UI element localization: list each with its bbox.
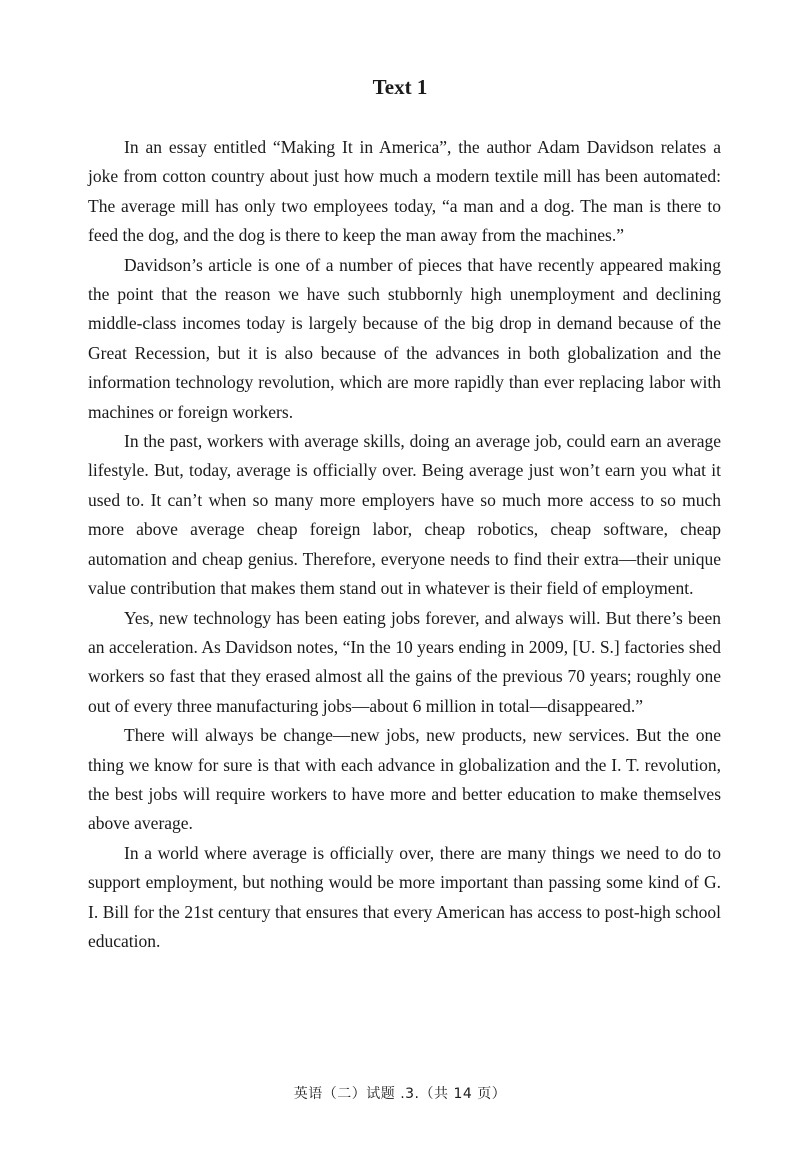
paragraph-6: In a world where average is officially over, there are many things we need to do to support employment, but nothing would be more important than passing some kind of G. I. Bill for the 21st century that ensures that every American has access to post-high school education. [88, 842, 721, 951]
paragraph-3: In the past, workers with average skills, doing an average job, could earn an average lifestyle. But, today, average is officially over. Being average just won’t earn you what it used to. It can’t when so many more employers have so much more access to so much more above average cheap foreign labor, cheap robotics, cheap software, cheap automation and cheap genius. Therefore, everyone needs to find their extra—their unique value contribution that makes them stand out in whatever is their field of employment. [88, 431, 721, 599]
paragraph-1: In an essay entitled “Making It in America”, the author Adam Davidson relates a joke from cotton country about just how much a modern textile mill has been automated: The average mill has only two employees today, “a man and a dog. The man is there to feed the dog, and the dog is there to keep the man away from the machines.” [88, 137, 721, 246]
page-footer: 英语（二）试题 .3.（共 14 页） [293, 1086, 507, 1102]
paragraph-2: Davidson’s article is one of a number of pieces that have recently appeared making the point that the reason we have such stubbornly high unemployment and declining middle-class incomes today is largely because of the big drop in demand because of the Great Recession, but it is also because of the advances in both globalization and the information technology revolution, which are more rapidly than ever replacing labor with machines or foreign workers. [88, 254, 721, 422]
passage-body [88, 133, 721, 956]
text-title: Text 1 [372, 75, 428, 99]
paragraph-5: There will always be change—new jobs, new products, new services. But the one thing we know for sure is that with each advance in globalization and the I. T. revolution, the best jobs will require workers to have more and better education to make themselves above average. [88, 725, 721, 834]
paragraph-4: Yes, new technology has been eating jobs forever, and always will. But there’s been an acceleration. As Davidson notes, “In the 10 years ending in 2009, [U. S.] factories shed workers so fast that they erased almost all the gains of the previous 70 years; roughly one out of every three manufacturing jobs—about 6 million in total—disappeared.” [88, 607, 721, 716]
